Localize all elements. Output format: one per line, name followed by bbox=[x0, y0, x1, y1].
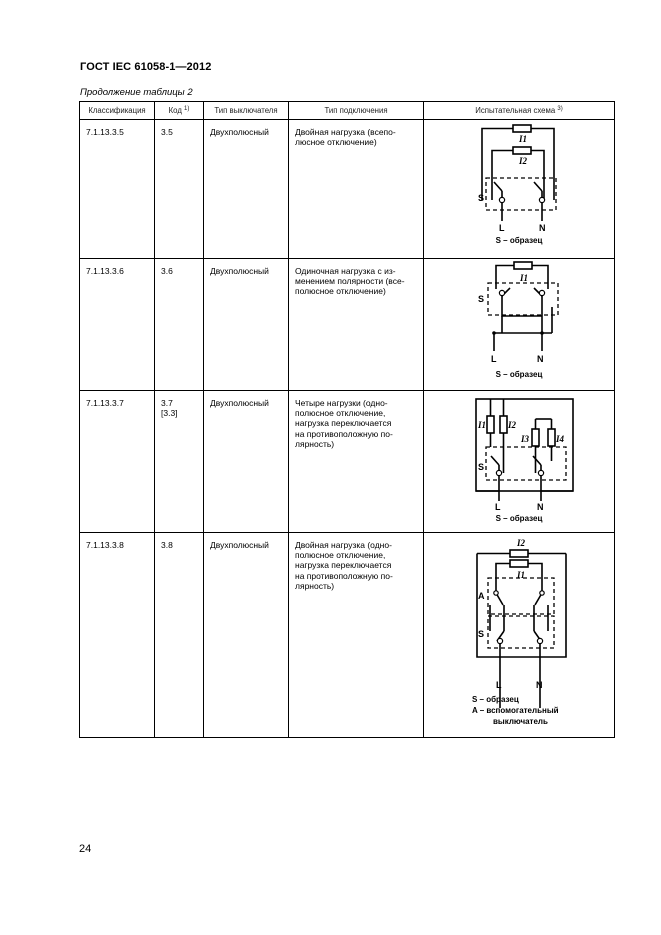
header-classification bbox=[80, 102, 155, 120]
cell-connection-type bbox=[289, 259, 424, 391]
cell-connection-type bbox=[289, 533, 424, 738]
header-switch-type-label: Тип выключателя bbox=[214, 105, 278, 115]
connection-line: Двойная нагрузка (всепо- bbox=[295, 127, 396, 137]
cell-code bbox=[155, 391, 204, 533]
load-resistor bbox=[500, 416, 507, 433]
cell-classification bbox=[80, 391, 155, 533]
circuit-diagram-polarity-change bbox=[424, 259, 614, 383]
switch-type-value: Двухполюсный bbox=[210, 127, 269, 137]
cell-test-scheme bbox=[424, 259, 615, 391]
page-number: 24 bbox=[79, 843, 92, 855]
cell-test-scheme bbox=[424, 391, 615, 533]
cell-test-scheme bbox=[424, 533, 615, 738]
classification-value: 7.1.13.3.8 bbox=[86, 540, 124, 550]
circuit-diagram-double-load bbox=[424, 120, 614, 251]
connection-line: нагрузка переключается bbox=[295, 418, 392, 429]
terminal-l: L bbox=[496, 680, 502, 690]
load-label: I1 bbox=[517, 570, 526, 580]
document-header: ГОСТ IEC 61058-1—2012 bbox=[80, 61, 212, 73]
connection-line: на противоположную по- bbox=[295, 428, 393, 439]
sample-marker-s: S bbox=[478, 462, 485, 472]
code-value: 3.5 bbox=[161, 127, 173, 137]
cell-code bbox=[155, 120, 204, 259]
header-connection-type bbox=[289, 102, 424, 120]
connection-line: Четыре нагрузки (одно- bbox=[295, 398, 388, 408]
connection-line: нагрузка переключается bbox=[295, 560, 392, 571]
table-row bbox=[80, 120, 615, 259]
switch-type-value: Двухполюсный bbox=[210, 266, 269, 276]
sample-marker-s: S bbox=[478, 294, 485, 304]
cell-switch-type bbox=[204, 120, 289, 259]
connection-line: полюсное отключение, bbox=[295, 550, 386, 561]
table-row bbox=[80, 533, 615, 738]
load-resistor bbox=[513, 147, 531, 154]
load-resistor bbox=[513, 125, 531, 132]
sample-marker-s: S bbox=[478, 193, 485, 203]
legend-line: A – вспомогательный bbox=[472, 706, 559, 715]
code-value: 3.8 bbox=[161, 540, 173, 550]
legend-line: S – образец bbox=[472, 695, 519, 704]
legend-line: S – образец bbox=[495, 514, 543, 523]
header-connection-type-label: Тип подключения bbox=[324, 105, 388, 115]
classification-value: 7.1.13.3.7 bbox=[86, 398, 124, 408]
connection-line: на противоположную по- bbox=[295, 570, 393, 581]
load-resistor bbox=[510, 550, 528, 557]
load-resistor bbox=[548, 429, 555, 446]
cell-code bbox=[155, 259, 204, 391]
terminal-n: N bbox=[537, 354, 544, 364]
load-label: I2 bbox=[517, 538, 526, 548]
legend-line: выключатель bbox=[493, 717, 548, 726]
header-test-scheme bbox=[424, 102, 615, 120]
header-switch-type bbox=[204, 102, 289, 120]
table-header-row bbox=[80, 102, 615, 120]
load-label: I1 bbox=[520, 273, 529, 283]
load-resistor bbox=[514, 262, 532, 269]
connection-line: лярность) bbox=[295, 580, 335, 591]
terminal-n: N bbox=[537, 502, 544, 512]
cell-connection-type bbox=[289, 391, 424, 533]
cell-switch-type bbox=[204, 391, 289, 533]
cell-connection-type bbox=[289, 120, 424, 259]
load-label: I3 bbox=[521, 434, 530, 444]
circuit-diagram-four-loads bbox=[424, 391, 614, 525]
load-resistor bbox=[532, 429, 539, 446]
switch-type-value: Двухполюсный bbox=[210, 540, 269, 550]
legend-line: S – образец bbox=[495, 236, 543, 245]
connection-line: Двойная нагрузка (одно- bbox=[295, 540, 392, 550]
auxiliary-marker-a: A bbox=[478, 591, 485, 601]
header-classification-label: Классификация bbox=[88, 105, 146, 115]
connection-line: лярность) bbox=[295, 438, 335, 449]
classification-value: 7.1.13.3.6 bbox=[86, 266, 124, 276]
load-label: I1 bbox=[519, 134, 528, 144]
code-value: 3.6 bbox=[161, 266, 173, 276]
connection-line: полюсное отключение, bbox=[295, 408, 386, 419]
terminal-l: L bbox=[491, 354, 497, 364]
connection-line: полюсное отключение) bbox=[295, 286, 386, 297]
connection-line: Одиночная нагрузка с из- bbox=[295, 266, 396, 276]
header-code-label: Код bbox=[168, 105, 182, 115]
connection-line: менением полярности (все- bbox=[295, 276, 405, 287]
cell-classification bbox=[80, 533, 155, 738]
cell-classification bbox=[80, 259, 155, 391]
load-label: I2 bbox=[519, 156, 528, 166]
code-value: 3.7 bbox=[161, 398, 173, 408]
table-continuation-label: Продолжение таблицы 2 bbox=[80, 87, 193, 98]
terminal-n: N bbox=[539, 223, 546, 233]
sample-marker-s: S bbox=[478, 629, 485, 639]
test-scheme-table bbox=[79, 101, 615, 738]
header-code bbox=[155, 102, 204, 120]
header-test-scheme-footnote: 3) bbox=[557, 105, 563, 112]
sample-switch-box bbox=[486, 178, 556, 210]
load-resistor bbox=[510, 560, 528, 567]
circuit-diagram-auxiliary-switch bbox=[424, 533, 614, 730]
cell-code bbox=[155, 533, 204, 738]
cell-classification bbox=[80, 120, 155, 259]
load-label: I1 bbox=[478, 420, 487, 430]
cell-test-scheme bbox=[424, 120, 615, 259]
legend-line: S – образец bbox=[495, 370, 543, 379]
load-resistor bbox=[487, 416, 494, 433]
header-test-scheme-label: Испытательная схема bbox=[475, 105, 556, 115]
connection-line: люсное отключение) bbox=[295, 137, 377, 148]
terminal-l: L bbox=[495, 502, 501, 512]
cell-switch-type bbox=[204, 259, 289, 391]
load-label: I4 bbox=[556, 434, 565, 444]
load-label: I2 bbox=[508, 420, 517, 430]
header-code-footnote: 1) bbox=[184, 105, 190, 112]
code-reference: [3.3] bbox=[161, 408, 178, 419]
terminal-l: L bbox=[499, 223, 505, 233]
table-row bbox=[80, 259, 615, 391]
classification-value: 7.1.13.3.5 bbox=[86, 127, 124, 137]
table-row bbox=[80, 391, 615, 533]
switch-type-value: Двухполюсный bbox=[210, 398, 269, 408]
terminal-n: N bbox=[536, 680, 543, 690]
cell-switch-type bbox=[204, 533, 289, 738]
